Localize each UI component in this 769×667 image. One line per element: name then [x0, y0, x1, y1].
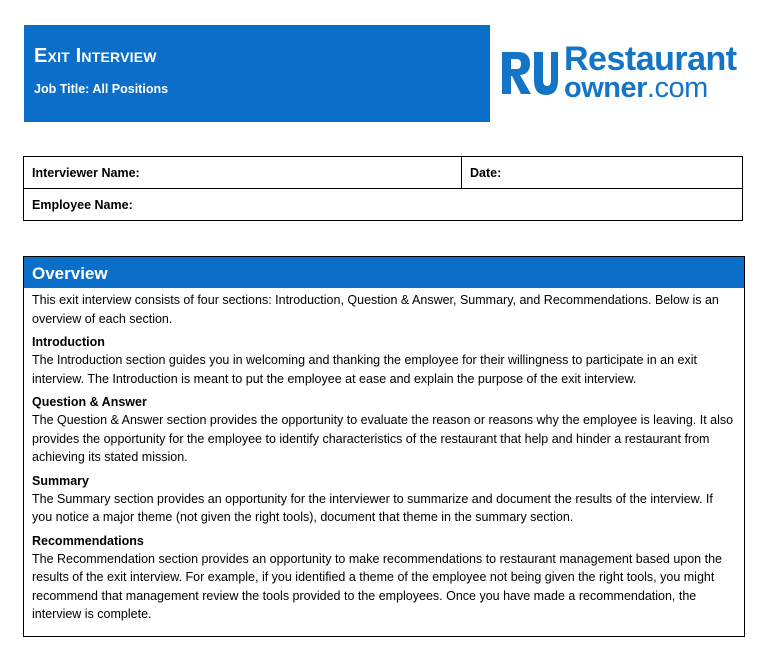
logo-dotcom-text: .com — [646, 72, 708, 104]
overview-section — [23, 256, 745, 637]
logo-wordmark-restaurant: Restaurant — [564, 40, 737, 78]
employee-name-cell[interactable] — [24, 189, 743, 221]
section-title-summary: Summary — [32, 473, 89, 488]
section-title-question-answer: Question & Answer — [32, 395, 147, 409]
employee-name-label: Employee Name: — [32, 197, 133, 212]
overview-body — [24, 288, 744, 624]
interviewer-name-label: Interviewer Name: — [32, 165, 140, 180]
section-text-introduction: The Introduction section guides you in welcoming and thanking the employee for their willingness to participate in an exit interview. The Introduction is meant to put the employee at ease and explain the purpose of the exit interview. — [32, 353, 697, 386]
overview-intro: This exit interview consists of four sections: Introduction, Question & Answer, Summary, and Recommendations. Below is an overview of each section. — [32, 293, 719, 326]
job-title: Job Title: All Positions — [34, 82, 169, 96]
document-title: Exit Interview — [34, 45, 157, 67]
logo-owner-text: owner — [564, 72, 647, 104]
date-label: Date: — [470, 165, 502, 180]
logo-wordmark-owner — [564, 73, 708, 103]
interview-info-table — [23, 156, 743, 221]
date-cell[interactable] — [462, 157, 743, 189]
section-title-introduction: Introduction — [32, 335, 105, 349]
interviewer-name-cell[interactable] — [24, 157, 462, 189]
section-title-recommendations: Recommendations — [32, 533, 144, 548]
overview-heading: Overview — [24, 257, 744, 288]
section-text-summary: The Summary section provides an opportunity for the interviewer to summarize and document the results of the interview. If you notice a major theme (not given the right tools), document that theme in the summary section. — [32, 491, 713, 524]
section-text-recommendations: The Recommendation section provides an opportunity to make recommendations to restaurant management based upon the results of the exit interview. For example, if you identified a theme of the employee not being given the right tools, you might recommend that management review the tools provided to the employees. Once you have made a recommendation, the interview is complete. — [32, 551, 722, 621]
header-band — [24, 25, 490, 122]
ro-logo-mark-icon — [500, 48, 558, 98]
restaurantowner-logo — [500, 40, 740, 106]
section-text-question-answer: The Question & Answer section provides the opportunity to evaluate the reason or reasons why the employee is leaving. It also provides the opportunity for the employee to identify characteristics of the restaurant that help and hinder a restaurant from achieving its stated mission. — [32, 413, 734, 464]
